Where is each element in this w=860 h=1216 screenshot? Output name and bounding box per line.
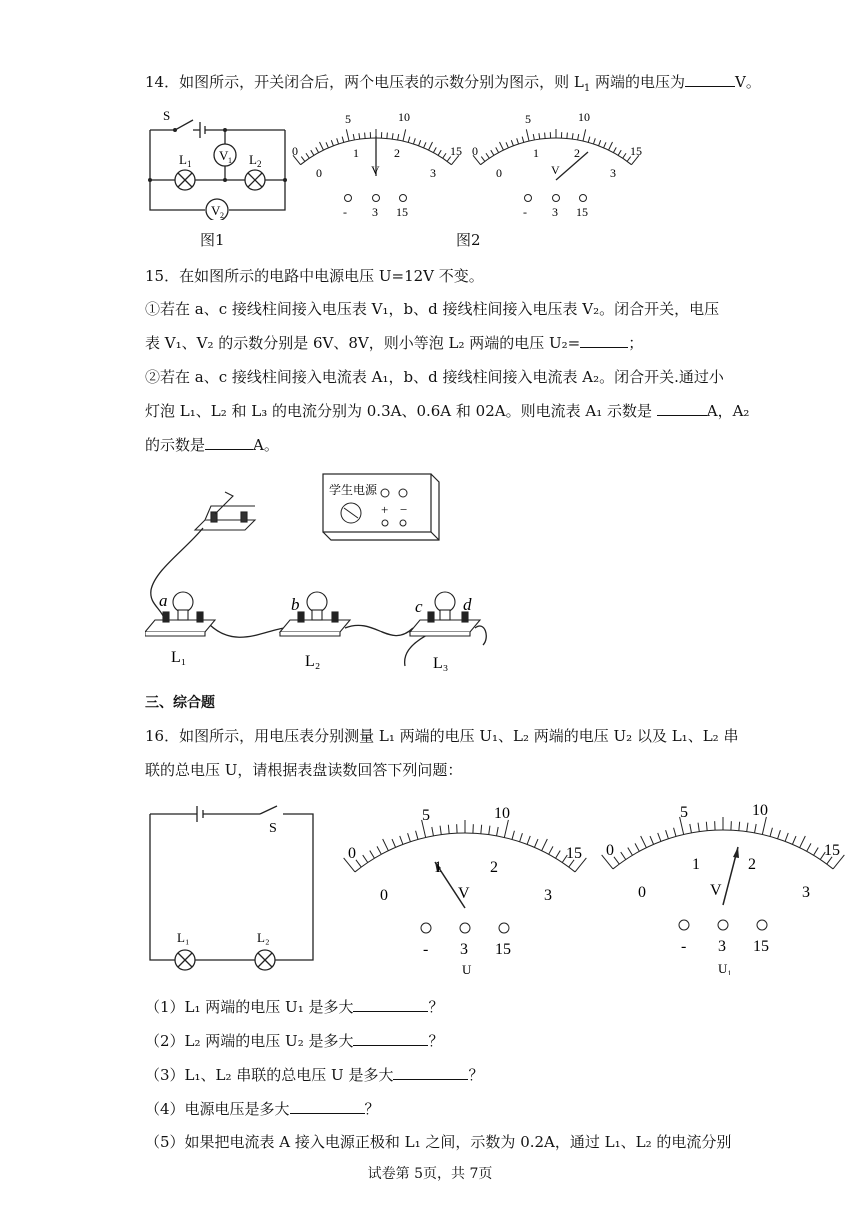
svg-text:1: 1 [533,146,539,160]
svg-text:3: 3 [460,941,468,958]
q15-part2-line2: 灯泡 L₁、L₂ 和 L₃ 的电流分别为 0.3A、0.6A 和 02A。则电流表 A₁ 示数是 A，A₂ [145,402,750,420]
svg-text:0: 0 [316,166,322,180]
q15-part2-line3: 的示数是 A。 [145,436,279,454]
svg-text:V: V [371,163,380,177]
l2-label: L₂ [257,930,270,945]
svg-text:3: 3 [552,205,558,219]
meter-tick [497,827,499,836]
meter-tick [311,150,314,155]
answer-blank[interactable] [685,72,735,87]
meter-tick [443,153,446,158]
meter-tick [512,831,514,840]
meter-tick [618,150,621,155]
meter-tick [392,839,396,847]
answer-blank[interactable] [353,997,428,1012]
q14-meter-left [290,108,465,223]
meter-tick [489,826,490,835]
terminal-d: d [463,595,472,614]
q15-part1-line1: ①若在 a、c 接线柱间接入电压表 V₁，b、d 接线柱间接入电压表 V₂。闭合开关，电压 [145,300,720,318]
svg-text:-: - [681,938,687,955]
q16-sub3: （3）L₁、L₂ 串联的总电压 U 是多大 ？ [145,1066,484,1084]
meter-tick [800,836,806,848]
meter-tick [807,843,811,851]
svg-text:5: 5 [345,112,351,126]
fig1-caption: 图1 [200,231,225,249]
meter-tick [666,830,669,839]
meter-tick [706,822,707,831]
svg-text:10: 10 [494,805,510,822]
q16-meter-u1 [598,795,848,975]
svg-text:5: 5 [680,804,688,821]
meter-tick [578,134,579,140]
meter-tick [481,157,485,162]
meter-tick [635,843,639,851]
meter-tick [572,133,573,139]
bulb-label-l3: L₃ [433,655,449,672]
meter-tick [400,836,403,844]
meter-tick [331,140,333,146]
svg-text:0: 0 [496,166,502,180]
meter-tick [486,153,489,158]
bulb-label-l2: L₂ [305,653,321,670]
meter-caption: U [462,962,472,977]
meter-tick [641,836,647,848]
meter-tick [306,153,309,158]
meter-caption: U₁ [718,961,732,975]
svg-text:3: 3 [718,938,726,955]
meter-tick [762,817,766,835]
svg-text:10: 10 [752,802,768,819]
meter-tick [359,133,360,139]
svg-text:15: 15 [396,205,408,219]
svg-text:2: 2 [490,859,498,876]
q14-meter-right [470,108,645,223]
svg-text:2: 2 [220,211,224,220]
meter-tick [383,839,389,851]
bulb-board-l1 [145,592,215,636]
svg-text:学生电源: 学生电源 [329,483,378,497]
q16-line2: 联的总电压 U，请根据表盘读数回答下列问题： [145,761,463,779]
q15-part1-line2: 表 V₁、V₂ 的示数分别是 6V、8V，则小等泡 L₂ 两端的电压 U₂= ； [145,334,644,352]
meter-tick [370,851,375,859]
answer-blank[interactable] [353,1031,428,1046]
answer-blank[interactable] [657,401,707,416]
terminal-c: c [415,597,423,616]
power-supply [323,474,439,540]
v1-label: V [219,148,229,163]
meter-tick [504,820,508,838]
meter-tick [650,836,654,844]
meter-tick [545,133,546,139]
q16-sub1: （1）L₁ 两端的电压 U₁ 是多大 ？ [145,998,444,1016]
meter-tick [755,824,757,833]
svg-text:3: 3 [430,166,436,180]
q16-sub2: （2）L₂ 两端的电压 U₂ 是多大 ？ [145,1032,444,1050]
meter-tick [778,830,781,839]
meter-tick [522,137,524,143]
svg-text:2: 2 [574,146,580,160]
meter-tick [413,138,415,144]
q14-circuit-diagram [145,108,295,220]
meter-tick [520,833,523,842]
svg-text:0: 0 [638,884,646,901]
svg-text:-: - [343,205,347,219]
q16-meter-u [340,798,590,978]
svg-text:0: 0 [606,842,614,859]
meter-tick [419,140,421,146]
answer-blank[interactable] [580,333,628,348]
meter-tick [416,831,418,840]
meter-tick [448,825,449,834]
v2-label: V [211,203,221,218]
svg-text:3: 3 [610,166,616,180]
q16-sub4: （4）电源电压是多大 ？ [145,1100,380,1118]
svg-text:5: 5 [525,112,531,126]
meter-tick [496,147,499,152]
answer-blank[interactable] [290,1099,365,1114]
q15-part2-line1: ②若在 a、c 接线柱间接入电流表 A₁，b、d 接线柱间接入电流表 A₂。闭合开关.通过小 [145,368,724,386]
svg-text:0: 0 [472,144,478,158]
meter-tick [438,150,441,155]
meter-tick [785,833,788,841]
q16-circuit-diagram [145,800,320,975]
meter-tick [517,138,519,144]
svg-text:3: 3 [802,884,810,901]
svg-text:V: V [710,882,722,899]
meter-pointer [556,152,588,180]
svg-text:1: 1 [228,156,232,165]
meter-tick [542,839,548,851]
meter-tick [739,822,740,831]
svg-text:−: − [400,502,408,517]
svg-text:+: + [381,502,389,517]
meter-tick [337,138,339,144]
meter-tick [408,833,411,842]
svg-text:15: 15 [753,938,769,955]
meter-tick [320,142,324,150]
svg-text:V: V [458,885,470,902]
meter-tick [613,147,616,152]
svg-text:15: 15 [450,144,462,158]
meter-tick [316,147,319,152]
meter-tick [511,140,513,146]
l2-label: L [249,152,257,167]
meter-tick [440,826,441,835]
fig2-caption: 图2 [456,231,481,249]
meter-tick [628,848,633,856]
svg-text:10: 10 [398,110,410,124]
svg-text:0: 0 [292,144,298,158]
meter-tick [621,852,626,859]
meter-tick [506,142,508,148]
svg-text:-: - [523,205,527,219]
meter-tick [583,129,586,141]
meter-tick [429,142,433,150]
meter-tick [433,147,436,152]
svg-text:2: 2 [257,159,262,169]
meter-tick [674,828,676,837]
terminal-b: b [291,595,300,614]
meter-tick [356,860,361,867]
svg-text:3: 3 [544,887,552,904]
meter-tick [690,824,692,833]
meter-tick [549,846,553,854]
meter-tick [301,157,305,162]
page-footer: 试卷第 5页，共 7页 [367,1166,493,1182]
svg-text:1: 1 [353,146,359,160]
meter-tick [365,133,366,139]
meter-tick [747,823,748,832]
meter-tick [481,825,482,834]
meter-tick [408,137,410,143]
l1-label: L₁ [177,930,190,945]
meter-tick [567,133,568,139]
svg-text:1: 1 [692,856,700,873]
meter-tick [792,836,796,844]
q14-question: 14．如图所示，开关闭合后，两个电压表的示数分别为图示，则 $L_1$ 两端的电压为 V。 [145,73,761,94]
switch-label: S [163,108,171,123]
meter-tick [698,823,699,832]
svg-text:15: 15 [576,205,588,219]
bulb-label-l1: L₁ [171,649,187,666]
meter-tick [588,137,590,143]
meter-tick [491,150,494,155]
answer-blank[interactable] [205,435,253,450]
svg-text:0: 0 [380,887,388,904]
meter-tick [342,137,344,143]
svg-text:0: 0 [348,845,356,862]
meter-tick [424,142,426,148]
svg-text:1: 1 [434,859,442,876]
meter-tick [623,153,626,158]
meter-tick [814,848,819,856]
svg-text:10: 10 [578,110,590,124]
switch-label: S [269,821,277,836]
meter-scale [344,820,587,872]
q15-circuit-figure [145,470,515,680]
meter-tick [527,836,530,844]
svg-text:1: 1 [187,159,192,169]
q15-intro: 15．在如图所示的电路中电源电压 U=12V 不变。 [145,267,484,285]
meter-scale [602,817,845,869]
svg-text:-: - [423,941,429,958]
meter-tick [432,827,434,836]
meter-tick [526,129,529,141]
meter-tick [363,855,368,862]
l1-label: L [179,152,187,167]
meter-tick [614,857,619,864]
meter-tick [658,833,661,841]
meter-tick [593,138,595,144]
meter-tick [353,134,354,140]
meter-tick [539,133,540,139]
meter-scale [473,129,639,165]
svg-text:2: 2 [748,856,756,873]
meter-tick [500,142,504,150]
svg-text:15: 15 [566,845,582,862]
svg-text:15: 15 [495,941,511,958]
svg-text:3: 3 [372,205,378,219]
section-title: 三、综合题 [145,695,215,711]
meter-tick [609,142,613,150]
svg-text:15: 15 [630,144,642,158]
meter-tick [770,828,772,837]
svg-text:2: 2 [394,146,400,160]
meter-tick [398,134,399,140]
meter-tick [556,851,561,859]
meter-tick [403,129,406,141]
meter-tick [377,846,381,854]
meter-tick [392,133,393,139]
svg-text:15: 15 [824,842,840,859]
svg-text:V: V [551,163,560,177]
meter-tick [387,133,388,139]
meter-tick [533,134,534,140]
meter-tick [604,142,606,148]
meter-tick [599,140,601,146]
meter-tick [326,142,328,148]
svg-text:5: 5 [422,807,430,824]
q16-sub5: （5）如果把电流表 A 接入电源正极和 L₁ 之间，示数为 0.2A，通过 L₁、L₂ 的电流分别 [145,1133,732,1151]
answer-blank[interactable] [393,1065,468,1080]
knife-switch [195,492,255,530]
terminal-a: a [159,591,168,610]
meter-tick [534,839,538,847]
meter-tick [346,129,349,141]
q16-line1: 16．如图所示，用电压表分别测量 L₁ 两端的电压 U₁、L₂ 两端的电压 U₂ 以及 L₁、L₂ 串 [145,727,739,745]
